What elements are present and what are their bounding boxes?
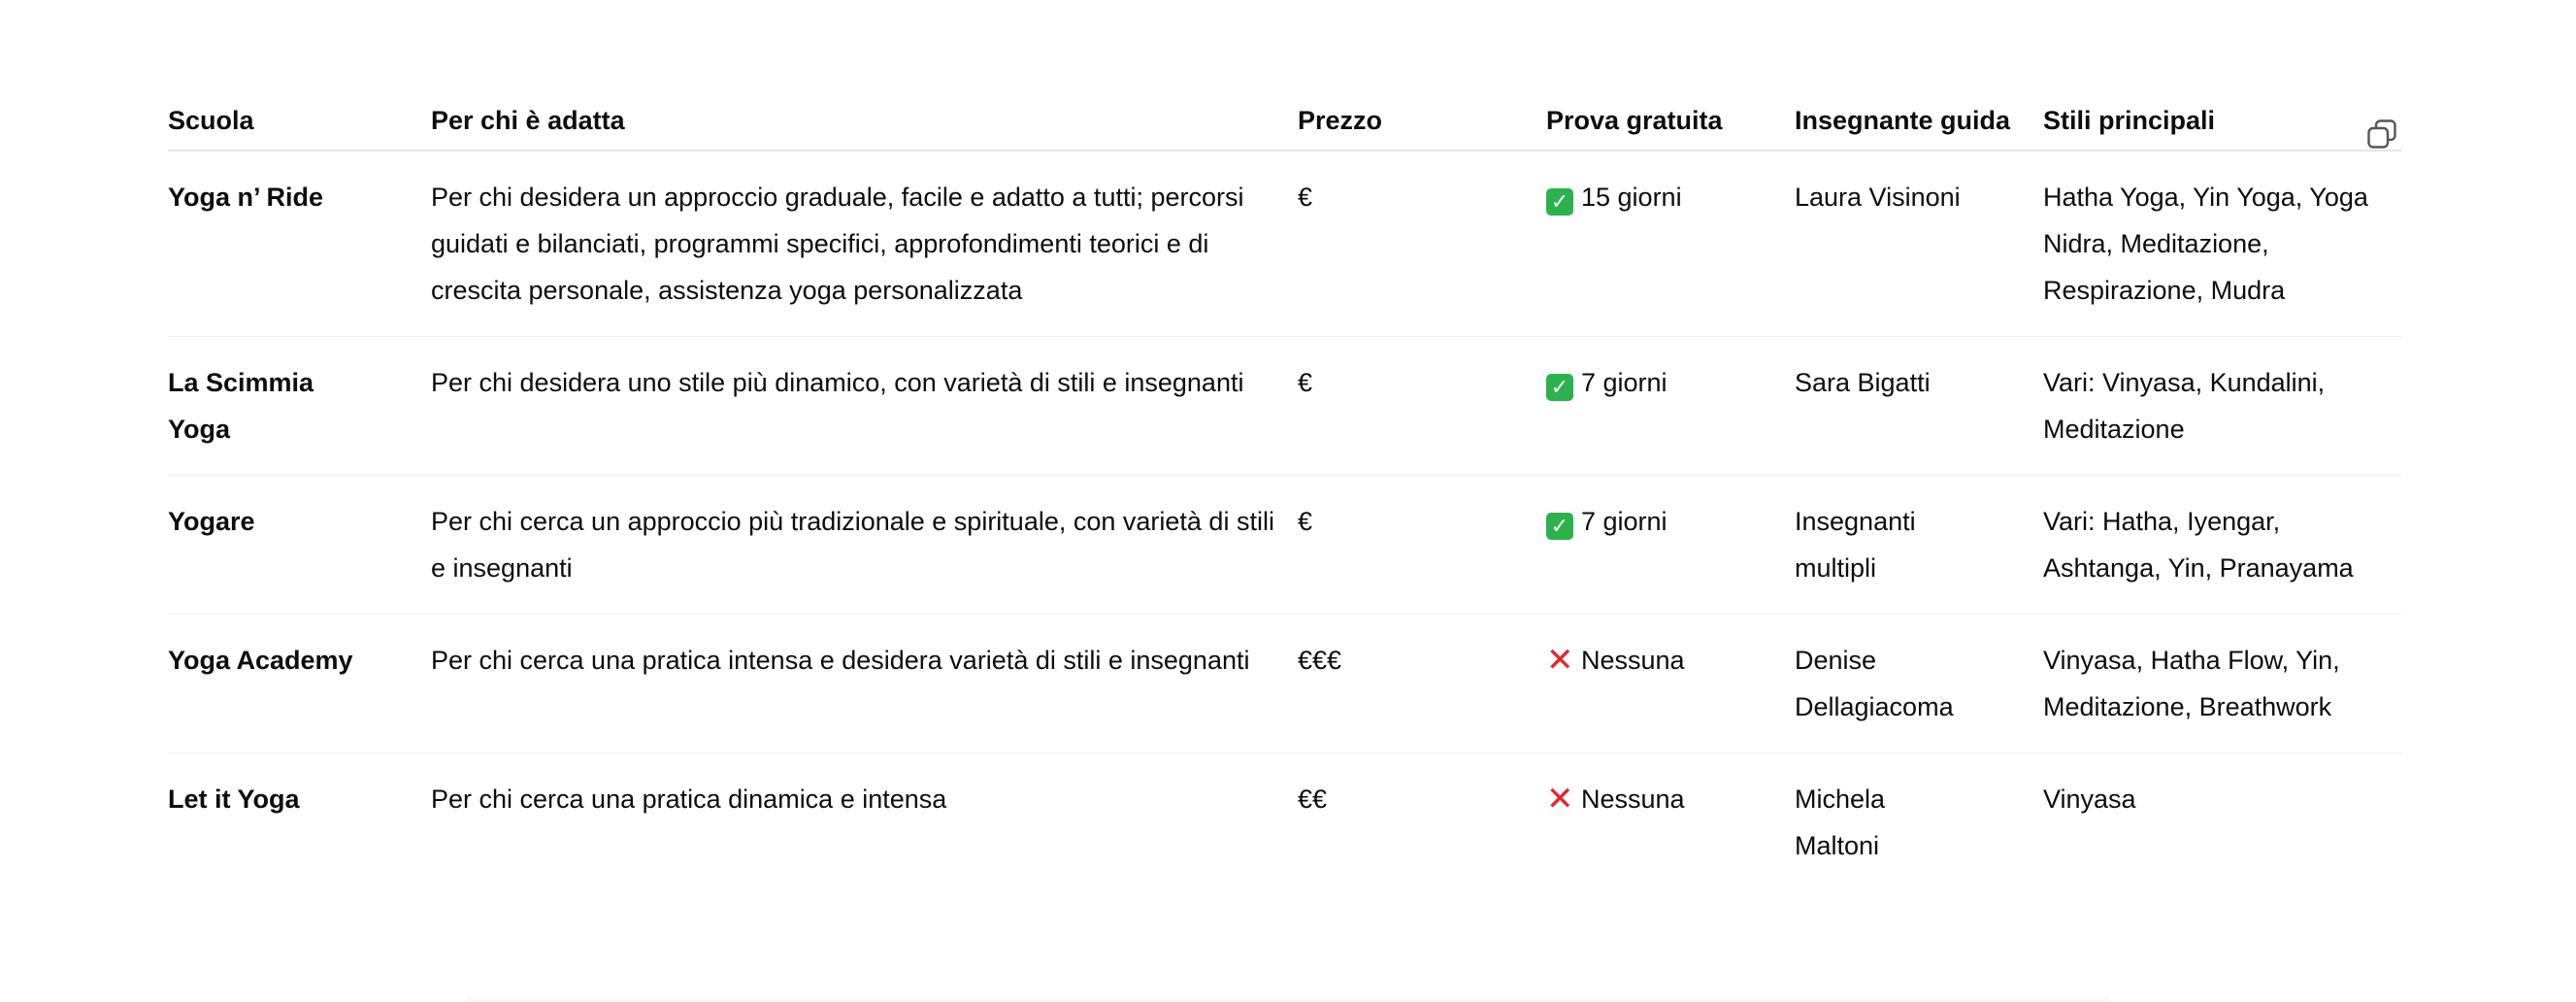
header-trial: Prova gratuita: [1546, 74, 1795, 150]
yoga-schools-table: [168, 74, 2401, 891]
table-row: [168, 337, 2401, 476]
copy-icon: [2364, 117, 2399, 151]
check-mark-icon: ✓: [1546, 374, 1573, 401]
header-for-whom: Per chi è adatta: [431, 74, 1298, 150]
copy-table-button[interactable]: [2362, 115, 2401, 153]
cell-price: €: [1298, 337, 1546, 476]
trial-text: Nessuna: [1581, 646, 1685, 675]
cell-trial: [1546, 150, 1795, 337]
header-styles: Stili principali: [2043, 74, 2401, 150]
cross-mark-icon: ✕: [1546, 642, 1574, 679]
cell-for-whom: Per chi cerca una pratica dinamica e intensa: [431, 785, 947, 814]
cell-teacher: Insegnanti multipli: [1795, 476, 2043, 615]
cell-school: Yogare: [168, 476, 431, 615]
cell-school: Let it Yoga: [168, 785, 300, 814]
cell-styles: Vinyasa, Hatha Flow, Yin, Meditazione, Breathwork: [2043, 615, 2401, 753]
table-row: [168, 615, 2401, 753]
cell-trial: [1546, 753, 1795, 892]
cell-teacher: Laura Visinoni: [1795, 150, 2043, 337]
comparison-table-container: [168, 74, 2401, 891]
cell-price: €€€: [1298, 615, 1546, 753]
cell-trial: [1546, 337, 1795, 476]
cell-for-whom: Per chi cerca un approccio più tradizionale e spirituale, con varietà di stili e insegnanti: [431, 476, 1298, 615]
cell-teacher: Michela Maltoni: [1795, 785, 1886, 860]
check-mark-icon: ✓: [1546, 188, 1573, 216]
cell-school: La Scimmia Yoga: [168, 337, 431, 476]
cell-trial: [1546, 476, 1795, 615]
cell-for-whom: Per chi desidera un approccio graduale, facile e adatto a tutti; percorsi guidati e bilanciati, programmi specifici, approfondimenti teorici e di crescita personale, assistenza yoga personalizzata: [431, 150, 1298, 337]
cell-teacher: Denise Dellagiacoma: [1795, 615, 2043, 753]
cell-styles: Vari: Hatha, Iyengar, Ashtanga, Yin, Pranayama: [2043, 476, 2401, 615]
table-row: [168, 150, 2401, 337]
header-price: Prezzo: [1298, 74, 1546, 150]
cell-school: Yoga n’ Ride: [168, 150, 431, 337]
table-header-row: [168, 74, 2401, 150]
table-row: [168, 476, 2401, 615]
cell-styles: Vari: Vinyasa, Kundalini, Meditazione: [2043, 337, 2401, 476]
trial-text: 7 giorni: [1581, 368, 1668, 397]
cell-price: €: [1298, 150, 1546, 337]
bottom-divider: [466, 994, 2110, 1002]
cell-styles: Hatha Yoga, Yin Yoga, Yoga Nidra, Meditazione, Respirazione, Mudra: [2043, 150, 2401, 337]
cross-mark-icon: ✕: [1546, 781, 1574, 818]
header-teacher: Insegnante guida: [1795, 74, 2043, 150]
check-mark-icon: ✓: [1546, 513, 1573, 540]
header-school: Scuola: [168, 74, 431, 150]
cell-teacher: Sara Bigatti: [1795, 337, 2043, 476]
cell-school: Yoga Academy: [168, 615, 431, 753]
cell-trial: [1546, 615, 1795, 753]
cell-for-whom: Per chi cerca una pratica intensa e desidera varietà di stili e insegnanti: [431, 615, 1298, 753]
cell-for-whom: Per chi desidera uno stile più dinamico, con varietà di stili e insegnanti: [431, 337, 1298, 476]
cell-price: €: [1298, 476, 1546, 615]
table-row: [168, 753, 2401, 892]
cell-price: €€: [1298, 785, 1328, 814]
trial-text: Nessuna: [1581, 785, 1685, 814]
trial-text: 7 giorni: [1581, 507, 1668, 536]
cell-styles: Vinyasa: [2043, 785, 2136, 814]
trial-text: 15 giorni: [1581, 183, 1682, 212]
